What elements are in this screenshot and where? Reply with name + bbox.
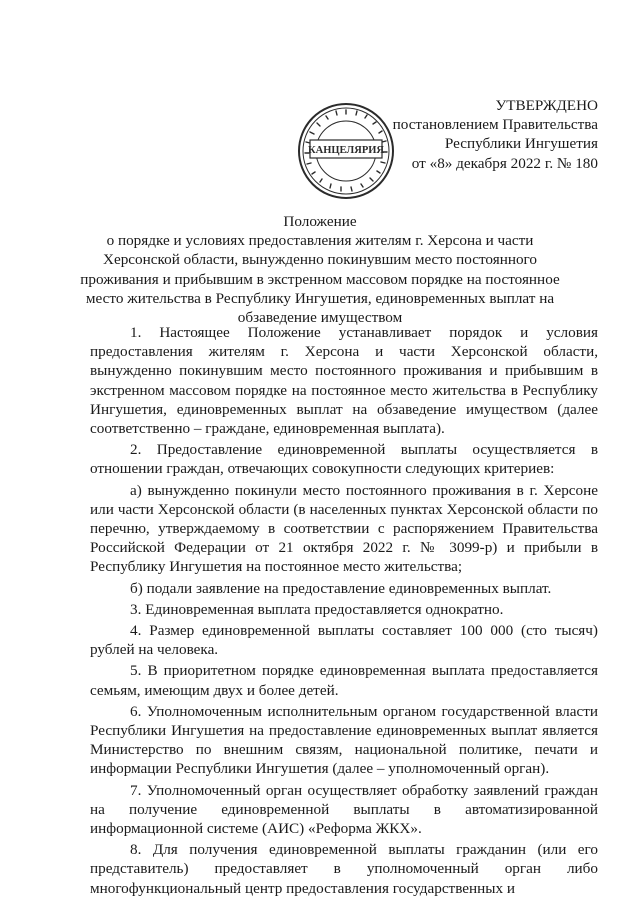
approval-title: УТВЕРЖДЕНО (495, 97, 598, 114)
paragraph-5: 5. В приоритетном порядке единовременная выплата предоставляется семьям, имеющим двух и более детей. (90, 662, 598, 699)
paragraph-1: 1. Настоящее Положение устанавливает порядок и условия предоставления жителям г. Херсона и части Херсонской области, вынужденно покинувшим место постоянного проживания и прибывшим в экстренном массовом порядке на постоянное место жительства в Республику Ингушетия, единовременных выплат на обзаведение имуществом (далее соответственно – граждане, единовременная выплата). (90, 324, 598, 438)
paragraph-4: 4. Размер единовременной выплаты составляет 100 000 (сто тысяч) рублей на человека. (90, 622, 598, 659)
approval-decree: постановлением Правительства (392, 116, 598, 134)
title-heading: Положение (283, 213, 357, 230)
document-body (90, 323, 598, 900)
title-line: место жительства в Республику Ингушетия, единовременных выплат на (85, 289, 555, 307)
document-title (80, 212, 560, 327)
paragraph-8: 8. Для получения единовременной выплаты гражданин (или его представитель) предоставляет в уполномоченный орган либо многофункциональный центр предоставления государственных и (90, 841, 598, 897)
approval-date-number: от «8» декабря 2022 г. № 180 (411, 154, 598, 172)
stamp-text: КАНЦЕЛЯРИЯ (308, 145, 384, 156)
paragraph-6: 6. Уполномоченным исполнительным органом государственной власти Республики Ингушетия на предоставление единовременных выплат является Министерство по внешним связям, национальной политике, печати и информации Республики Ингушетия (далее – уполномоченный орган). (90, 702, 598, 778)
approval-block (338, 96, 598, 173)
paragraph-2a: а) вынужденно покинули место постоянного проживания в г. Херсоне или части Херсонской области (в населенных пунктах Херсонской области по перечню, утверждаемому в соответствии с распоряжением Правительства Российской Федерации от 21 октября 2022 г. № 3099-р) и прибыли в Республику Ингушетия на постоянное место жительства; (90, 481, 598, 576)
paragraph-2: 2. Предоставление единовременной выплаты осуществляется в отношении граждан, отвечающих совокупности следующих критериев: (90, 441, 598, 478)
approval-government: Республики Ингушетия (444, 135, 598, 153)
title-line: обзаведение имуществом (237, 309, 403, 327)
title-line: о порядке и условиях предоставления жителям г. Херсона и части (106, 232, 534, 250)
title-line: проживания и прибывшим в экстренном массовом порядке на постоянное (80, 270, 560, 288)
paragraph-2b: б) подали заявление на предоставление единовременных выплат. (130, 579, 552, 597)
paragraph-7: 7. Уполномоченный орган осуществляет обработку заявлений граждан на получение единовременной выплаты в автоматизированной информационной системе (АИС) «Реформа ЖКХ». (90, 781, 598, 838)
title-line: Херсонской области, вынужденно покинувшим место постоянного (102, 251, 537, 269)
paragraph-3: 3. Единовременная выплата предоставляется однократно. (130, 600, 504, 618)
